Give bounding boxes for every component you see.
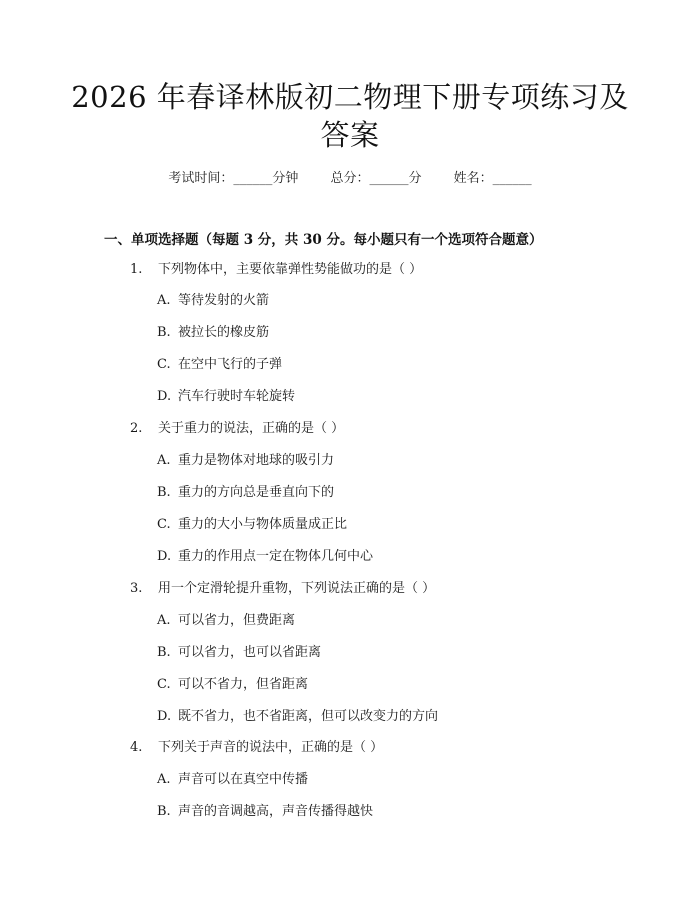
total-score-field: 总分：______分 [330, 171, 422, 186]
option-text: 重力的方向总是垂直向下的 [178, 485, 335, 500]
exam-meta [0, 170, 700, 188]
option-letter: A. [157, 293, 171, 308]
option-letter: B. [157, 804, 171, 819]
option-letter: D. [157, 549, 172, 564]
option-text: 可以省力，但费距离 [178, 613, 296, 628]
question-3-option-c [157, 676, 308, 694]
question-text: 关于重力的说法，正确的是（ ） [158, 421, 345, 436]
question-text: 下列关于声音的说法中，正确的是（ ） [158, 740, 384, 755]
question-2-option-b [157, 484, 334, 502]
question-2 [130, 420, 344, 438]
question-2-option-d [157, 548, 373, 566]
option-text: 可以不省力，但省距离 [178, 677, 309, 692]
option-text: 声音可以在真空中传播 [178, 772, 309, 787]
question-number: 2. [130, 421, 143, 436]
exam-time-field: 考试时间：______分钟 [168, 171, 299, 186]
option-text: 被拉长的橡皮筋 [178, 325, 270, 340]
section-heading: 一、单项选择题（每题 3 分，共 30 分。每小题只有一个选项符合题意） [104, 232, 543, 248]
question-number: 1. [130, 262, 143, 277]
question-4-option-b [157, 803, 373, 821]
question-4-option-a [157, 771, 308, 789]
question-number: 4. [130, 740, 143, 755]
option-text: 声音的音调越高，声音传播得越快 [178, 804, 374, 819]
question-3-option-b [157, 644, 321, 662]
option-letter: D. [157, 709, 172, 724]
question-3-option-d [157, 708, 438, 726]
option-letter: C. [157, 357, 171, 372]
option-letter: A. [157, 613, 171, 628]
question-1-option-c [157, 356, 282, 374]
question-text: 下列物体中，主要依靠弹性势能做功的是（ ） [158, 262, 423, 277]
question-4 [130, 739, 383, 757]
option-letter: A. [157, 772, 171, 787]
option-letter: D. [157, 389, 172, 404]
question-1-option-a [157, 292, 269, 310]
option-letter: B. [157, 645, 171, 660]
option-text: 重力的作用点一定在物体几何中心 [178, 549, 374, 564]
question-3-option-a [157, 612, 295, 630]
option-letter: C. [157, 677, 171, 692]
question-1-option-b [157, 324, 269, 342]
question-2-option-c [157, 516, 347, 534]
question-1 [130, 261, 422, 279]
question-1-option-d [157, 388, 295, 406]
option-text: 可以省力，也可以省距离 [178, 645, 322, 660]
document-title: 2026 年春译林版初二物理下册专项练习及答案 [71, 80, 629, 152]
student-name-field: 姓名：______ [453, 171, 532, 186]
option-letter: B. [157, 485, 171, 500]
option-letter: A. [157, 453, 171, 468]
option-letter: B. [157, 325, 171, 340]
option-text: 等待发射的火箭 [178, 293, 270, 308]
option-text: 既不省力，也不省距离，但可以改变力的方向 [178, 709, 439, 724]
option-letter: C. [157, 517, 171, 532]
option-text: 汽车行驶时车轮旋转 [178, 389, 296, 404]
option-text: 在空中飞行的子弹 [178, 357, 283, 372]
question-3 [130, 580, 435, 598]
question-text: 用一个定滑轮提升重物，下列说法正确的是（ ） [158, 581, 436, 596]
option-text: 重力是物体对地球的吸引力 [178, 453, 335, 468]
question-number: 3. [130, 581, 143, 596]
option-text: 重力的大小与物体质量成正比 [178, 517, 348, 532]
question-2-option-a [157, 452, 334, 470]
